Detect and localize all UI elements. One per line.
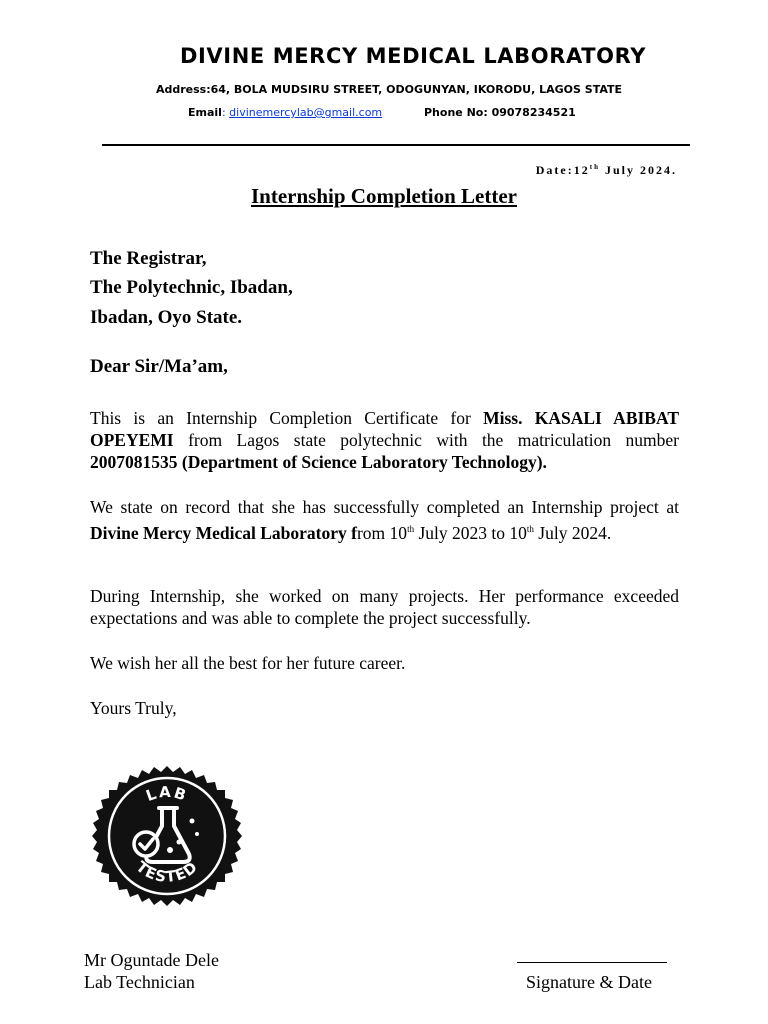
recipient-line-2: The Polytechnic, Ibadan, xyxy=(90,277,293,298)
stamp-bottom-text: TESTED xyxy=(132,857,202,887)
recipient-line-1: The Registrar, xyxy=(90,248,207,269)
company-ref: Divine Mercy Medical Laboratory f xyxy=(90,522,357,543)
paragraph-wishes: We wish her all the best for her future career. xyxy=(90,653,406,673)
intern-name: Miss. KASALI ABIBAT OPEYEMI xyxy=(90,408,679,450)
email-separator: : xyxy=(221,106,230,119)
stamp-top-text: LAB xyxy=(143,782,191,806)
matric-number: 2007081535 (Department of Science Laboratory Technology). xyxy=(90,452,547,472)
email-link[interactable]: divinemercylab@gmail.com xyxy=(229,106,383,119)
phone-number: Phone No: 09078234521 xyxy=(424,106,576,119)
lab-tested-stamp-icon xyxy=(91,764,243,908)
recipient-line-3: Ibadan, Oyo State. xyxy=(90,307,243,328)
check-badge xyxy=(134,832,158,856)
company-address: Address:64, BOLA MUDSIRU STREET, ODOGUNYAN, IKORODU, LAGOS STATE xyxy=(155,83,623,96)
signatory-name: Mr Oguntade Dele xyxy=(84,950,219,970)
paragraph-performance: During Internship, she worked on many projects. Her performance exceeded expectations and was able to complete the project successfully. xyxy=(90,586,679,628)
paragraph-certificate: This is an Internship Completion Certificate for Miss. KASALI ABIBAT OPEYEMI from Lagos state polytechnic with the matriculation number 2007081535 (Department of Science Laboratory Technology). xyxy=(90,408,679,472)
signatory-role: Lab Technician xyxy=(84,972,195,992)
salutation: Dear Sir/Ma’am, xyxy=(90,356,228,377)
signature-line xyxy=(517,962,667,963)
signature-date-label: Signature & Date xyxy=(526,972,652,992)
letter-date: Date:12th July 2024. xyxy=(535,163,677,177)
header-divider xyxy=(102,144,690,146)
paragraph-record: We state on record that she has successfully completed an Internship project at Divine Mercy Medical Laboratory from 10th July 2023 to 10th July 2024. xyxy=(90,497,679,543)
letter-title: Internship Completion Letter xyxy=(251,184,517,208)
email-label: Email xyxy=(188,106,222,119)
closing: Yours Truly, xyxy=(90,698,177,718)
company-name: DIVINE MERCY MEDICAL LABORATORY xyxy=(179,44,647,68)
email-line xyxy=(188,106,382,119)
